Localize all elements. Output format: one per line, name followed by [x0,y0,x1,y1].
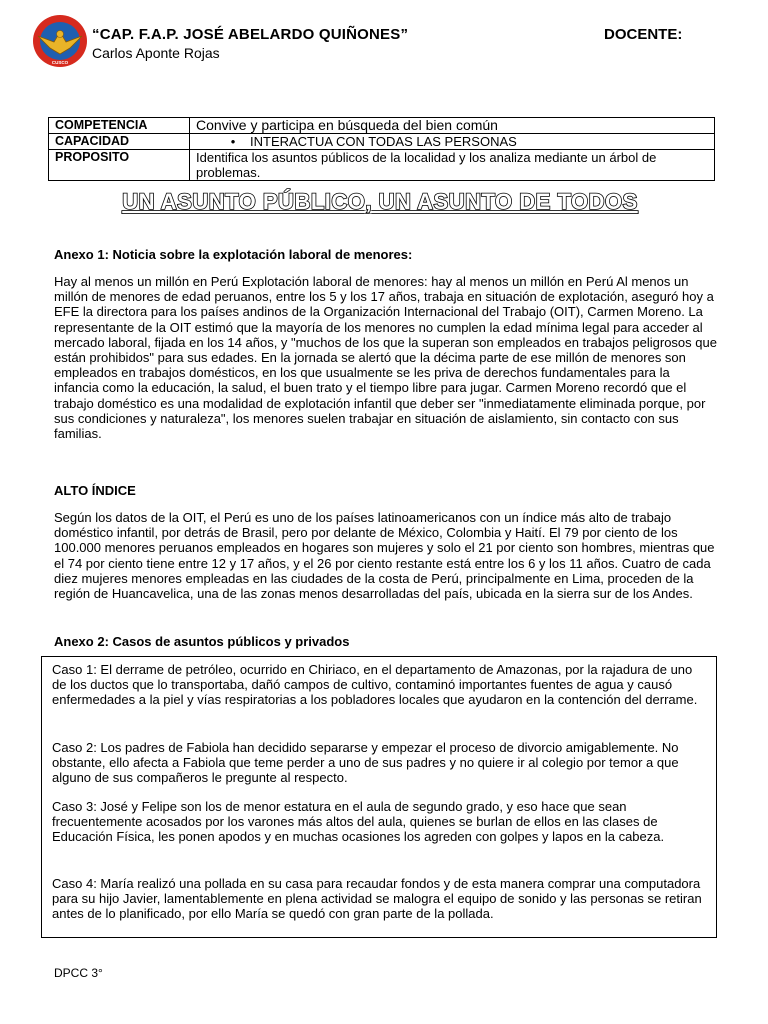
capacidad-label: CAPACIDAD [49,134,190,150]
table-row [49,118,715,134]
school-logo [32,14,88,68]
teacher-name: Carlos Aponte Rojas [92,45,220,61]
anexo2-heading: Anexo 2: Casos de asuntos públicos y privados [54,634,350,649]
docente-label: DOCENTE: [604,26,683,43]
competencia-value: Convive y participa en búsqueda del bien común [190,118,715,134]
document-header [32,14,742,72]
capacidad-value: • INTERACTUA CON TODAS LAS PERSONAS [196,134,517,149]
logo-text: CUSCO [51,60,69,65]
proposito-label: PROPOSITO [49,150,190,181]
school-name: “CAP. F.A.P. JOSÉ ABELARDO QUIÑONES” [92,26,409,43]
footer-label: DPCC 3° [54,966,103,980]
banner-title-text: UN ASUNTO PÚBLICO, UN ASUNTO DE TODOS [122,189,638,214]
case-3: Caso 3: José y Felipe son los de menor estatura en el aula de segundo grado, y eso hace que sean frecuentemente acosados por los varones más altos del aula, quienes se burlan de ellos en las clases de Educación Física, les ponen apodos y en muchas ocasiones los agreden con golpes y lapos en la cabeza. [52,799,665,845]
anexo1-heading: Anexo 1: Noticia sobre la explotación laboral de menores: [54,247,413,262]
case-2: Caso 2: Los padres de Fabiola han decidido separarse y empezar el proceso de divorcio amigablemente. No obstante, ello afecta a Fabiola que teme perder a uno de sus padres y no quiere ir al colegio por temor a que alguno de sus compañeros le pregunte al respecto. [52,740,679,786]
info-table [48,117,715,181]
case-4: Caso 4: María realizó una pollada en su casa para recaudar fondos y de esta manera comprar una computadora para su hijo Javier, lamentablemente en plena actividad se malogra el equipo de sonido y las personas se retiran antes de lo planificado, por ello María se quedó con gran parte de la pollada. [52,876,702,922]
capacidad-cell [190,134,715,150]
alto-indice-paragraph: Según los datos de la OIT, el Perú es uno de los países latinoamericanos con un índice más alto de trabajo doméstico infantil, por detrás de Brasil, pero por delante de México, Colombia y Haití. El 79 por ciento de los 100.000 menores peruanos empleados en hogares son mujeres y solo el 21 por ciento son hombres, mientras que el 74 por ciento tiene entre 12 y 17 años, y el 26 por ciento restante está entre los 6 y los 11 años. Cuatro de cada diez mujeres menores empleadas en las ciudades de la costa de Perú, principalmente en Lima, proceden de la región de Huancavelica, una de las zonas menos desarrolladas del país, ubicada en la sierra sur de los Andes. [54,510,715,602]
table-row [49,134,715,150]
table-row [49,150,715,181]
competencia-label: COMPETENCIA [49,118,190,134]
alto-indice-heading: ALTO ÍNDICE [54,483,136,498]
banner-title [0,186,768,218]
case-1: Caso 1: El derrame de petróleo, ocurrido en Chiriaco, en el departamento de Amazonas, por la rajadura de uno de los ductos que lo transportaba, dañó campos de cultivo, contaminó importantes fuentes de agua y causó enfermedades a la piel y vías respiratorias a los pobladores locales que ayudaron en la contención del derrame. [52,662,698,708]
cases-box [41,656,717,938]
proposito-value: Identifica los asuntos públicos de la localidad y los analiza mediante un árbol de problemas. [190,150,715,181]
anexo1-paragraph: Hay al menos un millón en Perú Explotación laboral de menores: hay al menos un millón en Perú Al menos un millón de menores de edad peruanos, entre los 5 y los 17 años, trabaja en situación de explotación, aseguró hoy a EFE la directora para los países andinos de la Organización Internacional del Trabajo (OIT), Carmen Moreno. La representante de la OIT estimó que la mayoría de los menores no cumplen la edad mínima legal para acceder al mercado laboral, fijada en los 14 años, y "muchos de los que la superan son empleados en trabajos peligrosos que están prohibidos" para sus edades. En la jornada se alertó que la décima parte de ese millón de menores son empleados en trabajos domésticos, en los que usualmente se les priva de derechos fundamentales para la infancia como la educación, la salud, el buen trato y el tiempo libre para jugar. Carmen Moreno recordó que el trabajo doméstico es una modalidad de explotación infantil que deber ser "inmediatamente eliminada porque, por sus condiciones y naturaleza", los menores suelen trabajar en situación de aislamiento, sin contacto con sus familias. [54,274,717,442]
